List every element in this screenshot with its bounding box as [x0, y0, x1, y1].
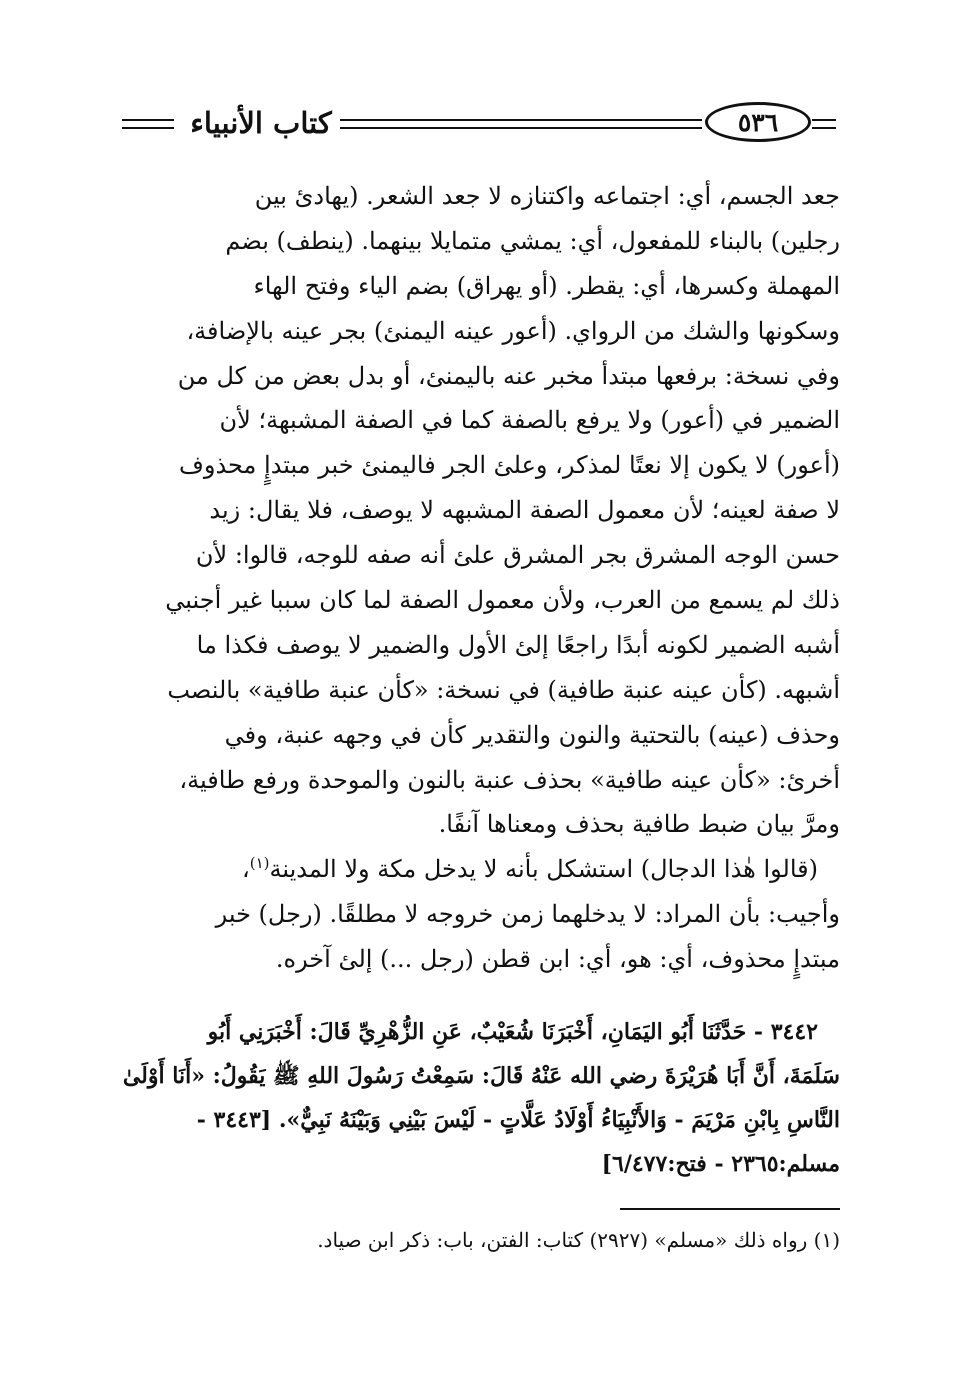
text-line: وأجيب: بأن المراد: لا يدخلهما زمن خروجه لا مطلقًا. (رجل) خبر: [215, 900, 840, 929]
text-line: مبتدإٍ محذوف، أي: هو، أي: ابن قطن (رجل ...) إلئ آخره.: [275, 945, 840, 974]
text-line: (أعور) لا يكون إلا نعتًا لمذكر، وعلئ الجر فاليمنئ خبر مبتدإٍ محذوف: [178, 451, 840, 480]
text-line: لا صفة لعينه؛ لأن معمول الصفة المشبهه لا يوصف، فلا يقال: زيد: [209, 496, 840, 525]
text-line: ذلك لم يسمع من العرب، ولأن معمول الصفة لما كان سببا غير أجنبي: [165, 586, 840, 615]
text-line: الضمير في (أعور) ولا يرفع بالصفة كما في الصفة المشبهة؛ لأن: [219, 406, 840, 435]
hadith-line: مسلم:٢٣٦٥ - فتح:٦/٤٧٧]: [601, 1151, 840, 1177]
hadith-line: سَلَمَةَ، أَنَّ أَبَا هُرَيْرَةَ رضي الله عَنْهُ قَالَ: سَمِعْتُ رَسُولَ اللهِ ﷺ يَقُولُ: «أَنَا أَوْلَىٰ: [122, 1063, 840, 1089]
page-header: [0, 0, 958, 150]
text-line: [118, 847, 840, 892]
text-line: حسن الوجه المشرق بجر المشرق علئ أنه صفه للوجه، قالوا: لأن: [195, 541, 840, 570]
hadith-line: ٣٤٤٢ - حَدَّثَنَا أَبُو اليَمَانِ، أَخْبَرَنَا شُعَيْبٌ، عَنِ الزُّهْرِيِّ قَالَ: أَخْبَرَنِي أَبُو: [207, 1019, 818, 1045]
text-line: جعد الجسم، أي: اجتماعه واكتنازه لا جعد الشعر. (يهادئ بين: [254, 182, 840, 210]
hadith-block: [118, 1010, 840, 1186]
text-line: أخرئ: «كأن عينه طافية» بحذف عنبة بالنون والموحدة ورفع طافية،: [179, 765, 840, 794]
footnote-separator: [620, 1208, 840, 1210]
para2-text-tail: ،: [241, 855, 250, 884]
header-rule-right: [812, 119, 836, 121]
para2-text: (قالوا هٰذا الدجال) استشكل بأنه لا يدخل مكة ولا المدينة: [269, 855, 818, 884]
text-line: أشبه الضمير لكونه أبدًا راجعًا إلئ الأول والضمير لا يوصف فكذا ما: [196, 630, 840, 659]
header-rule-left: [122, 119, 174, 121]
text-line: ومرَّ بيان ضبط طافية بحذف ومعناها آنفًا.: [438, 810, 840, 839]
header-rule-middle-2: [340, 127, 702, 129]
header-rule-middle: [340, 119, 702, 121]
main-text: [118, 174, 840, 982]
text-line: وفي نسخة: برفعها مبتدأ مخبر عنه باليمنئ، أو بدل بعض من كل من: [177, 361, 840, 390]
text-line: وحذف (عينه) بالتحتية والنون والتقدير كأن في وجهه عنبة، وفي: [224, 720, 840, 749]
footnote: (١) رواه ذلك «مسلم» (٢٩٢٧) كتاب: الفتن، باب: ذكر ابن صياد.: [317, 1228, 840, 1252]
text-line: أشبهه. (كأن عينه عنبة طافية) في نسخة: «كأن عنبة طافية» بالنصب: [167, 675, 840, 704]
text-line: رجلين) بالبناء للمفعول، أي: يمشي متمايلا بينهما. (ينطف) بضم: [225, 226, 840, 255]
text-line: المهملة وكسرها، أي: يقطر. (أو يهراق) بضم الياء وفتح الهاء: [253, 271, 840, 300]
text-line: وسكونها والشك من الرواي. (أعور عينه اليمنئ) بجر عينه بالإضافة،: [186, 316, 840, 345]
page-number: ٥٣٦: [705, 102, 811, 142]
header-rule-right-2: [812, 127, 836, 129]
footnote-reference[interactable]: (١): [249, 854, 270, 873]
book-title: كتاب الأنبياء: [190, 106, 332, 140]
header-rule-left-2: [122, 127, 174, 129]
hadith-line: النَّاسِ بِابْنِ مَرْيَمَ - وَالأَنْبِيَاءُ أَوْلَادُ عَلَّاتٍ - لَيْسَ بَيْنِي وَبَيْنَهُ نَبِيٌّ». [٣٤٤٣ -: [196, 1107, 840, 1133]
